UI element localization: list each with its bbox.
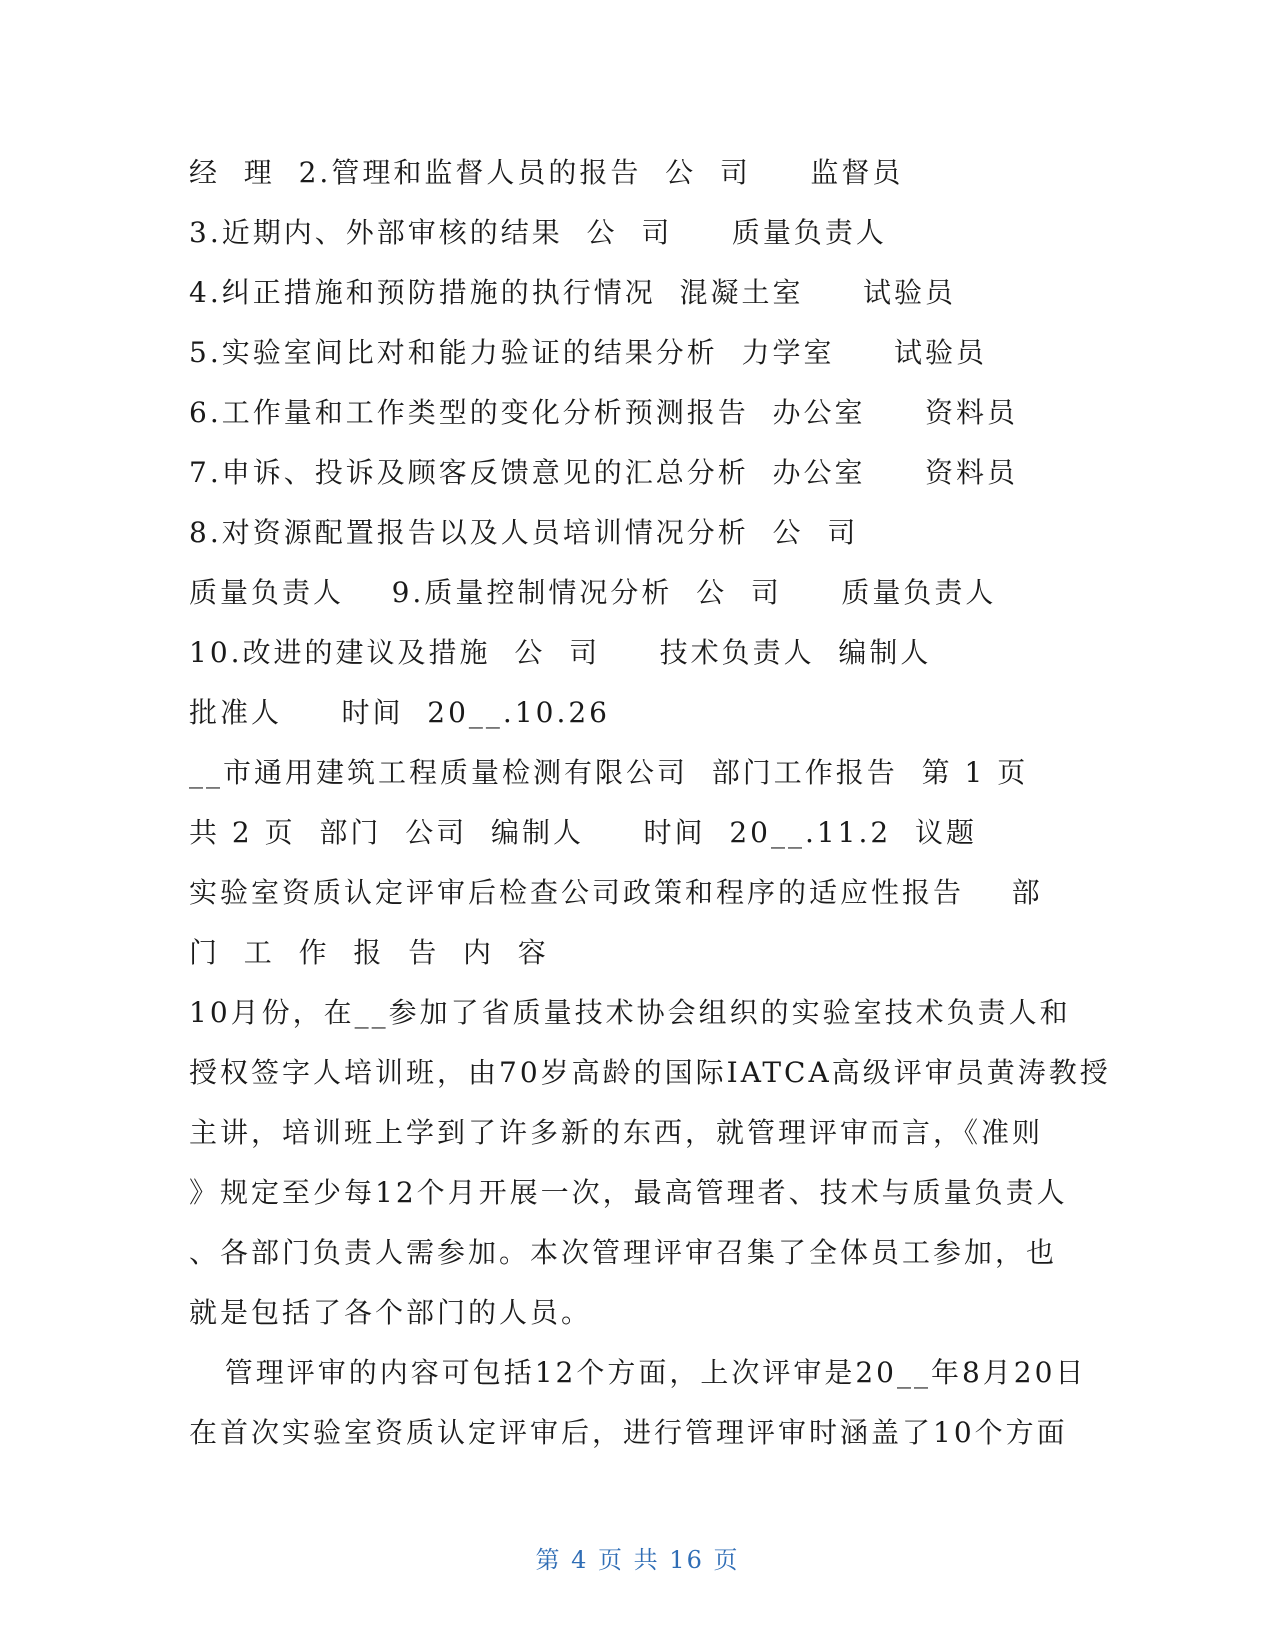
text-line: 实验室资质认定评审后检查公司政策和程序的适应性报告 部 xyxy=(189,876,1043,909)
text-line: 批准人 时间 20__.10.26 xyxy=(189,696,610,729)
paragraph-line: 主讲，培训班上学到了许多新的东西，就管理评审而言，《准则 xyxy=(189,1116,1044,1149)
paragraph-line: 就是包括了各个部门的人员。 xyxy=(189,1296,593,1329)
paragraph-line: 10月份，在__参加了省质量技术协会组织的实验室技术负责人和 xyxy=(189,996,1071,1029)
paragraph-line: 管理评审的内容可包括12个方面，上次评审是20__年8月20日 xyxy=(189,1356,1087,1389)
text-line: 质量负责人 9.质量控制情况分析 公 司 质量负责人 xyxy=(189,576,997,609)
text-line: __市通用建筑工程质量检测有限公司 部门工作报告 第 1 页 xyxy=(189,756,1029,789)
text-line: 10.改进的建议及措施 公 司 技术负责人 编制人 xyxy=(189,636,932,669)
paragraph-line: 、各部门负责人需参加。本次管理评审召集了全体员工参加，也 xyxy=(189,1236,1058,1269)
text-line: 3.近期内、外部审核的结果 公 司 质量负责人 xyxy=(189,216,887,249)
text-line: 共 2 页 部门 公司 编制人 时间 20__.11.2 议题 xyxy=(189,816,977,849)
page-number-footer: 第 4 页 共 16 页 xyxy=(535,1546,740,1574)
text-line: 经 理 2.管理和监督人员的报告 公 司 监督员 xyxy=(189,156,904,189)
text-line: 门 工 作 报 告 内 容 xyxy=(189,936,549,969)
text-line: 5.实验室间比对和能力验证的结果分析 力学室 试验员 xyxy=(189,336,988,369)
document-body xyxy=(189,143,1111,1463)
paragraph-line: 》规定至少每12个月开展一次，最高管理者、技术与质量负责人 xyxy=(189,1176,1068,1209)
text-line: 6.工作量和工作类型的变化分析预测报告 办公室 资料员 xyxy=(189,396,1019,429)
text-line: 7.申诉、投诉及顾客反馈意见的汇总分析 办公室 资料员 xyxy=(189,456,1019,489)
text-line: 8.对资源配置报告以及人员培训情况分析 公 司 xyxy=(189,516,859,549)
paragraph-line: 在首次实验室资质认定评审后，进行管理评审时涵盖了10个方面 xyxy=(189,1416,1068,1449)
paragraph-line: 授权签字人培训班，由70岁高龄的国际IATCA高级评审员黄涛教授 xyxy=(189,1056,1111,1089)
text-line: 4.纠正措施和预防措施的执行情况 混凝土室 试验员 xyxy=(189,276,957,309)
